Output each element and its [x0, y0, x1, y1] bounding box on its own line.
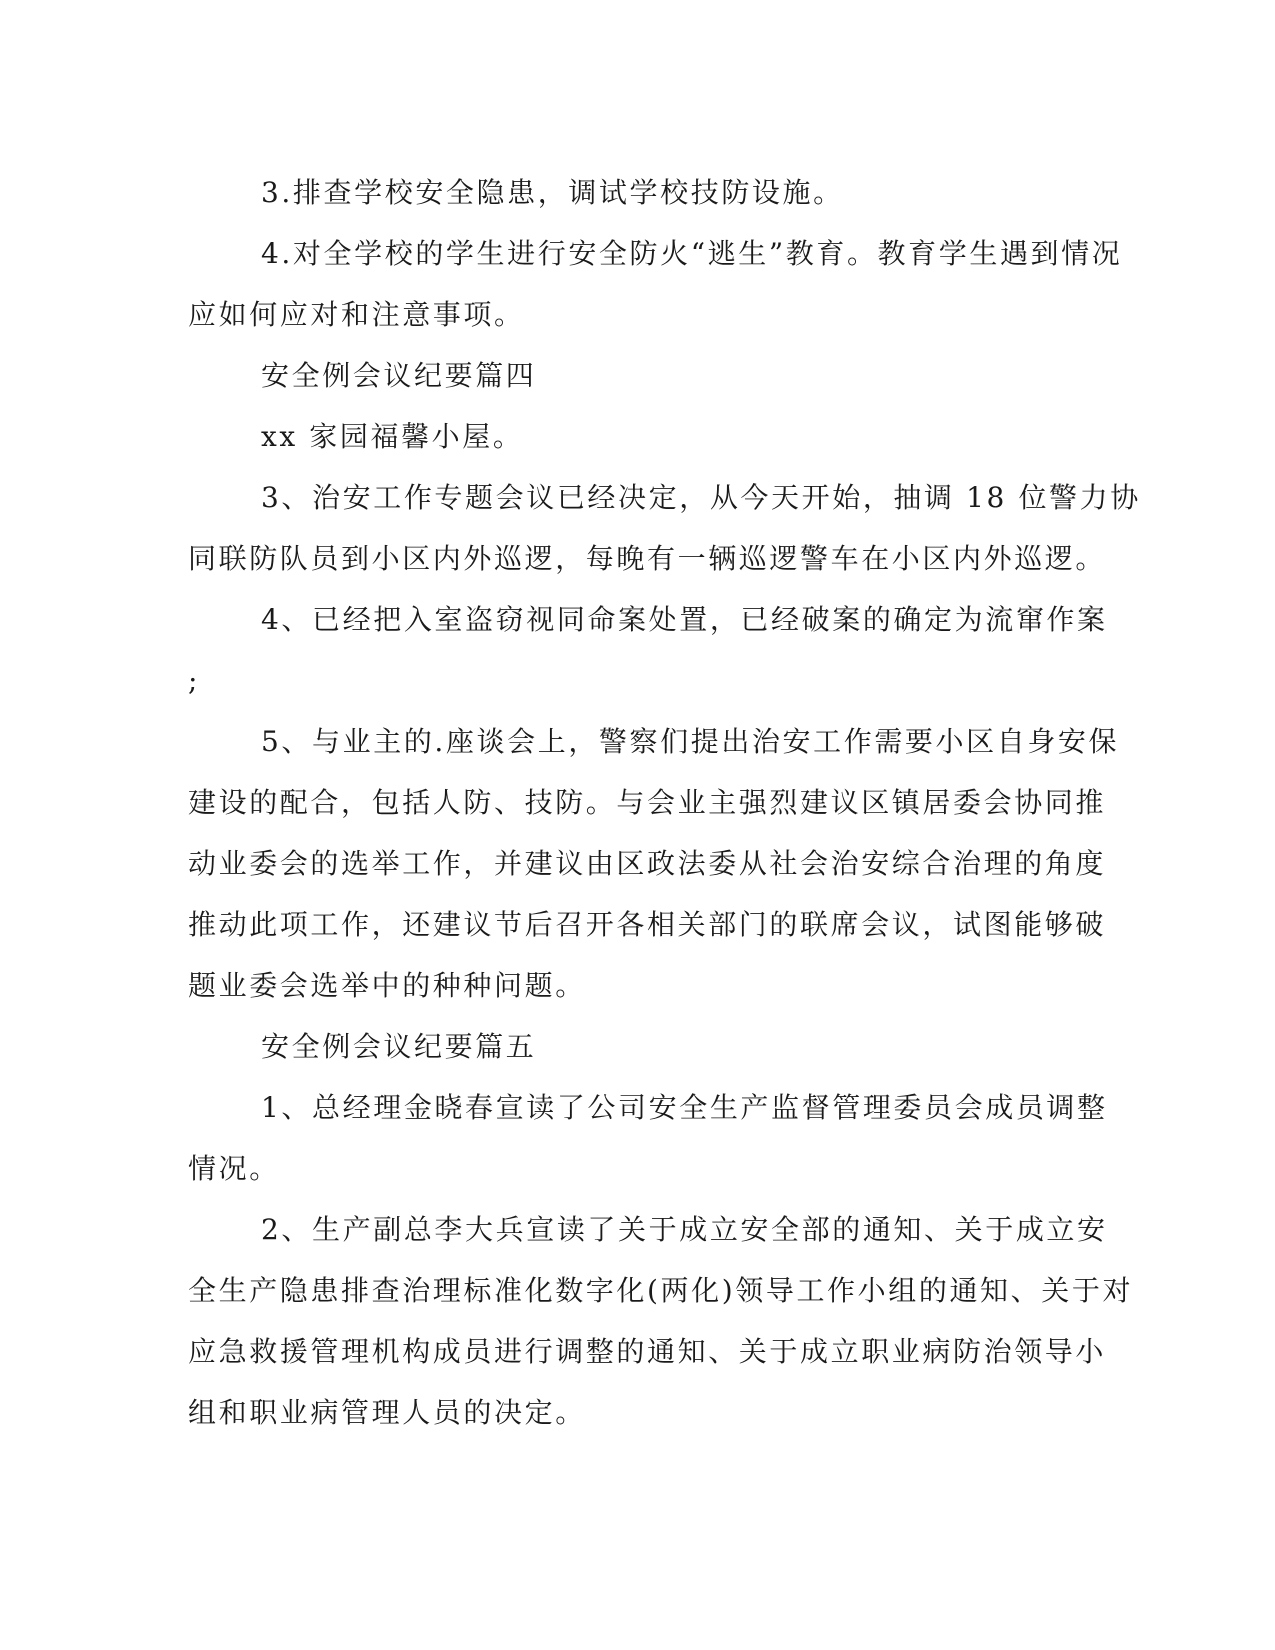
document-body — [188, 162, 1141, 1443]
text-line: 1、总经理金晓春宣读了公司安全生产监督管理委员会成员调整 — [261, 1091, 1108, 1124]
text-line: 建设的配合，包括人防、技防。与会业主强烈建议区镇居委会协同推 — [188, 786, 1107, 819]
text-line: 4、已经把入室盗窃视同命案处置，已经破案的确定为流窜作案 — [261, 603, 1108, 636]
text-line: 题业委会选举中的种种问题。 — [188, 969, 586, 1002]
text-line: 组和职业病管理人员的决定。 — [188, 1396, 586, 1429]
text-line: 情况。 — [188, 1152, 280, 1185]
text-line: 同联防队员到小区内外巡逻，每晚有一辆巡逻警车在小区内外巡逻。 — [188, 542, 1107, 575]
text-line: ; — [188, 664, 201, 697]
text-line: 动业委会的选举工作，并建议由区政法委从社会治安综合治理的角度 — [188, 847, 1107, 880]
text-line: 应急救援管理机构成员进行调整的通知、关于成立职业病防治领导小 — [188, 1335, 1107, 1368]
text-line: 推动此项工作，还建议节后召开各相关部门的联席会议，试图能够破 — [188, 908, 1107, 941]
text-line: xx 家园福馨小屋。 — [261, 420, 524, 453]
text-line: 5、与业主的.座谈会上，警察们提出治安工作需要小区自身安保 — [261, 725, 1120, 758]
text-line: 应如何应对和注意事项。 — [188, 298, 525, 331]
text-line: 3.排查学校安全隐患，调试学校技防设施。 — [261, 176, 844, 209]
text-line: 全生产隐患排查治理标准化数字化(两化)领导工作小组的通知、关于对 — [188, 1274, 1134, 1307]
section-heading: 安全例会议纪要篇五 — [261, 1030, 537, 1063]
text-line: 3、治安工作专题会议已经决定，从今天开始，抽调 18 位警力协 — [261, 481, 1141, 514]
text-line: 2、生产副总李大兵宣读了关于成立安全部的通知、关于成立安 — [261, 1213, 1108, 1246]
text-line: 4.对全学校的学生进行安全防火“逃生”教育。教育学生遇到情况 — [261, 237, 1123, 270]
section-heading: 安全例会议纪要篇四 — [261, 359, 537, 392]
